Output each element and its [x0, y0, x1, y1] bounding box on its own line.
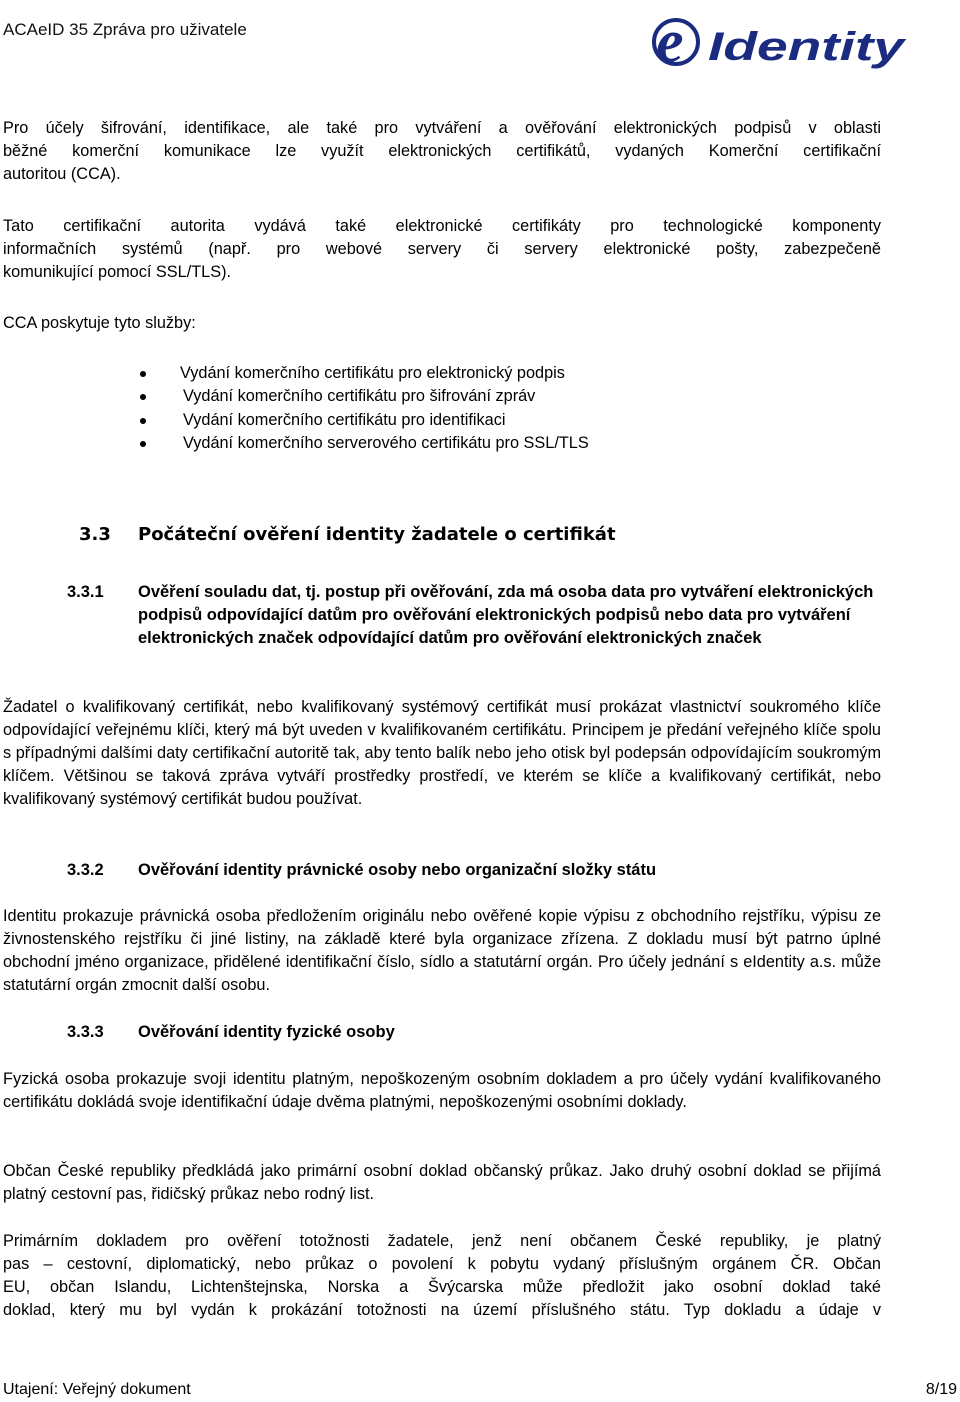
- page-header: [0, 0, 960, 80]
- paragraph-legal-entity: Identitu prokazuje právnická osoba předložením originálu nebo ověřené kopie výpisu z obchodního rejstříku, výpisu ze živnostenského rejstříku či jiné listiny, na základě které byla organizace zřízena. Z dokladu musí být patrno úplné obchodní jméno organizace, přidělené identifikační číslo, sídlo a statutární orgán. Pro účely jednání s eIdentity a.s. může statutární orgán zmocnit další osobu.: [3, 907, 881, 994]
- list-item-text: Vydání komerčního certifikátu pro identifikaci: [183, 410, 506, 429]
- logo-text: Identity: [708, 25, 907, 69]
- list-item: [0, 409, 900, 432]
- page-number: 8/19: [925, 1381, 957, 1398]
- bullet-icon: [140, 394, 146, 400]
- eidentity-logo: [648, 4, 910, 76]
- section-title: Ověřování identity fyzické osoby: [138, 1023, 395, 1041]
- list-item-text: Vydání komerčního certifikátu pro elektronický podpis: [180, 364, 565, 382]
- text-line: pas – cestovní, diplomatický, nebo průkaz o povolení k pobytu vydaný příslušným orgánem ČR. Občan: [3, 1255, 881, 1273]
- bullet-icon: [140, 418, 146, 424]
- paragraph-natural-person: Fyzická osoba prokazuje svoji identitu platným, nepoškozeným osobním dokladem a pro účely vydání kvalifikovaného certifikátu dokládá svoje identifikační údaje dvěma platnými, nepoškozenými osobními doklady.: [3, 1070, 881, 1111]
- paragraph-czech-citizen: Občan České republiky předkládá jako primární osobní doklad občanský průkaz. Jako druhý osobní doklad se přijímá platný cestovní pas, řidičský průkaz nebo rodný list.: [3, 1162, 881, 1203]
- text-line: Pro účely šifrování, identifikace, ale také pro vytváření a ověřování elektronických podpisů v oblasti: [3, 119, 881, 137]
- text-line: Primárním dokladem pro ověření totožnosti žadatele, jenž není občanem České republiky, je platný: [3, 1232, 881, 1250]
- section-title: Ověření souladu dat, tj. postup při ověřování, zda má osoba data pro vytváření elektronických podpisů odpovídající datům pro ověřování elektronických podpisů nebo data pro vytváření elektronických značek odpovídající datům pro ověřování elektronických značek: [138, 583, 874, 647]
- document-title: ACAeID 35 Zpráva pro uživatele: [3, 20, 247, 39]
- text-line: autoritou (CCA).: [3, 165, 121, 183]
- bullet-icon: [140, 371, 146, 377]
- text-line: běžné komerční komunikace lze využít elektronických certifikátů, vydaných Komerční certifikační: [3, 142, 881, 160]
- text-line: informačních systémů (např. pro webové servery či servery elektronické pošty, zabezpečeně: [3, 240, 881, 258]
- section-number: 3.3.1: [67, 583, 104, 601]
- paragraph-foreign-citizen: [3, 1230, 881, 1322]
- services-list: [0, 362, 900, 455]
- list-item-text: Vydání komerčního certifikátu pro šifrování zpráv: [183, 387, 536, 406]
- paragraph-cca-technical: [3, 215, 881, 284]
- paragraph-cca-purpose: [3, 117, 881, 186]
- logo-initial: e: [656, 8, 684, 76]
- text-line: komunikující pomocí SSL/TLS).: [3, 263, 232, 281]
- section-number: 3.3.2: [67, 861, 104, 879]
- section-number: 3.3.3: [67, 1023, 104, 1041]
- text-line: doklad, který mu byl vydán k prokázání totožnosti na území příslušného státu. Typ dokladu a údaje v: [3, 1301, 881, 1319]
- text-line: Tato certifikační autorita vydává také elektronické certifikáty pro technologické komponenty: [3, 217, 881, 235]
- footer-classification: Utajení: Veřejný dokument: [3, 1381, 191, 1398]
- list-item: [0, 362, 900, 385]
- section-title: Ověřování identity právnické osoby nebo organizační složky státu: [138, 861, 657, 879]
- list-item-text: Vydání komerčního serverového certifikátu pro SSL/TLS: [183, 433, 589, 452]
- paragraph-key-ownership: Žadatel o kvalifikovaný certifikát, nebo kvalifikovaný systémový certifikát musí prokázat vlastnictví soukromého klíče odpovídající veřejnému klíči, který má být uveden v kvalifikovaném certifikátu. Principem je předání veřejného klíče spolu s případnými dalšími daty certifikační autoritě tak, aby tento balík nebo jeho otisk byl podepsán odpovídajícím soukromým klíčem. Většinou se taková zpráva vytváří prostředky prostředí, ve kterém se klíče a kvalifikovaný certifikát, nebo kvalifikovaný systémový certifikát budou používat.: [3, 698, 881, 808]
- bullet-icon: [140, 441, 146, 447]
- paragraph-services-intro: CCA poskytuje tyto služby:: [3, 314, 196, 332]
- section-number: 3.3: [79, 524, 111, 545]
- text-line: EU, občan Islandu, Lichtenštejnska, Norska a Švýcarska může předložit jako osobní doklad také: [3, 1278, 881, 1296]
- list-item: [0, 432, 900, 455]
- section-title: Počáteční ověření identity žadatele o certifikát: [138, 524, 616, 545]
- list-item: [0, 385, 900, 408]
